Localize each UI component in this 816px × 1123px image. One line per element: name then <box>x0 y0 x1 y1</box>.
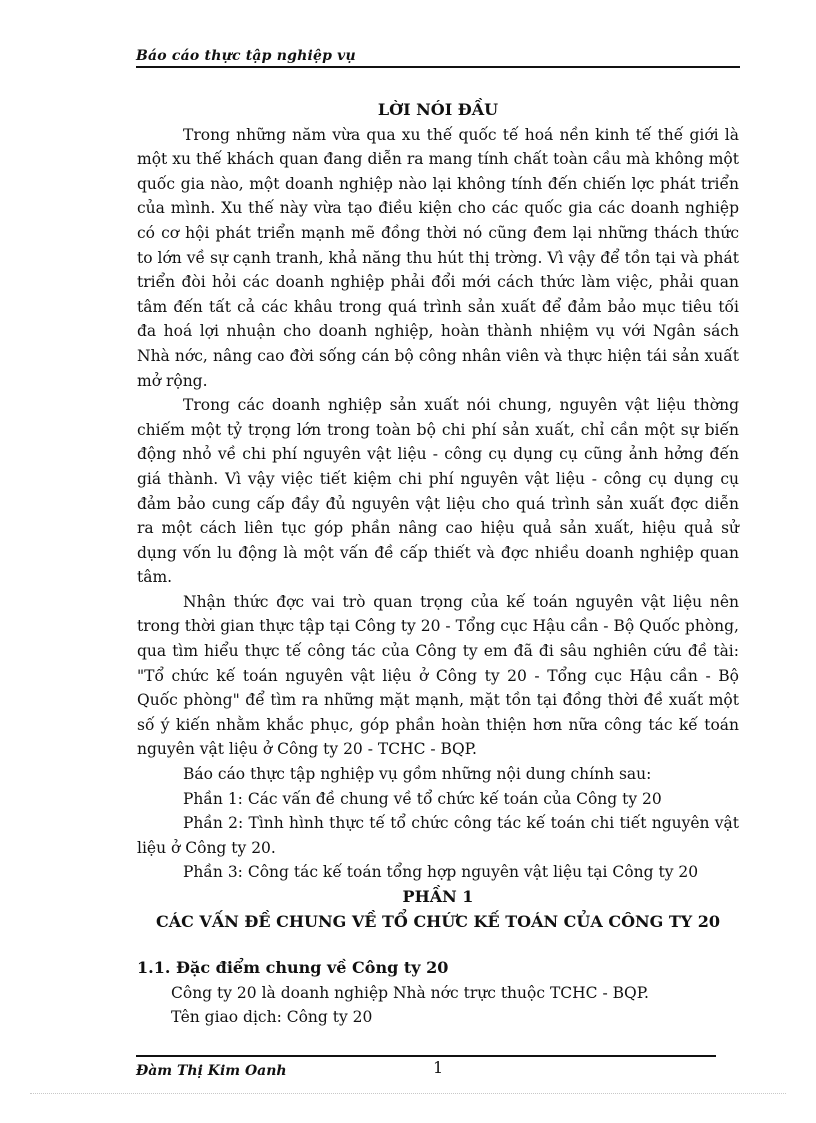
part-list-item-1: Phần 1: Các vấn đề chung về tổ chức kế toán của Công ty 20 <box>183 789 662 808</box>
section-heading: 1.1. Đặc điểm chung về Công ty 20 <box>137 958 449 978</box>
section-line-1: Công ty 20 là doanh nghiệp Nhà nớc trực thuộc TCHC - BQP. <box>171 983 649 1002</box>
paragraph-2: Trong các doanh nghiệp sản xuất nói chung, nguyên vật liệu thờng chiếm một tỷ trọng lớn trong toàn bộ chi phí sản xuất, chỉ cần một sự biến động nhỏ về chi phí nguyên vật liệu - công cụ dụng cụ cũng ảnh hởng đến giá thành. Vì vậy việc tiết kiệm chi phí nguyên vật liệu - công cụ dụng cụ đảm bảo cung cấp đầy đủ nguyên vật liệu cho quá trình sản xuất đợc diễn ra một cách liên tục góp phần nâng cao hiệu quả sản xuất, hiệu quả sử dụng vốn lu động là một vấn đề cấp thiết và đợc nhiều doanh nghiệp quan tâm. <box>137 396 739 587</box>
paragraph-4: Báo cáo thực tập nghiệp vụ gồm những nội dung chính sau: <box>183 765 652 784</box>
part-list-item-2: Phần 2: Tình hình thực tế tổ chức công tác kế toán chi tiết nguyên vật liệu ở Công ty 20. <box>137 814 739 857</box>
part-list-item-3: Phần 3: Công tác kế toán tổng hợp nguyên vật liệu tại Công ty 20 <box>183 863 699 882</box>
page-number: 1 <box>433 1058 444 1077</box>
paragraph-1: Trong những năm vừa qua xu thế quốc tế hoá nền kinh tế thế giới là một xu thế khách quan đang diễn ra mang tính chất toàn cầu mà không một quốc gia nào, một doanh nghiệp nào lại không tính đến chiến lợc phát triển của mình. Xu thế này vừa tạo điều kiện cho các quốc gia các doanh nghiệp có cơ hội phát triển mạnh mẽ đồng thời nó cũng đem lại những thách thức to lớn về sự cạnh tranh, khả năng thu hút thị trờng. Vì vậy để tồn tại và phát triển đòi hỏi các doanh nghiệp phải đổi mới cách thức làm việc, phải quan tâm đến tất cả các khâu trong quá trình sản xuất để đảm bảo mục tiêu tối đa hoá lợi nhuận cho doanh nghiệp, hoàn thành nhiệm vụ với Ngân sách Nhà nớc, nâng cao đời sống cán bộ công nhân viên và thực hiện tái sản xuất mở rộng. <box>137 125 739 390</box>
paragraph-3: Nhận thức đợc vai trò quan trọng của kế toán nguyên vật liệu nên trong thời gian thực tập tại Công ty 20 - Tổng cục Hậu cần - Bộ Quốc phòng, qua tìm hiểu thực tế công tác của Công ty em đã đi sâu nghiên cứu đề tài: "Tổ chức kế toán nguyên vật liệu ở Công ty 20 - Tổng cục Hậu cần - Bộ Quốc phòng" để tìm ra những mặt mạnh, mặt tồn tại đồng thời đề xuất một số ý kiến nhằm khắc phục, góp phần hoàn thiện hơn nữa công tác kế toán nguyên vật liệu ở Công ty 20 - TCHC - BQP. <box>137 592 739 759</box>
part-label: PHẦN 1 <box>402 887 474 906</box>
document-body <box>137 98 739 1030</box>
footer-author: Đàm Thị Kim Oanh <box>136 1063 287 1079</box>
page-bottom-border <box>30 1093 786 1094</box>
running-header: Báo cáo thực tập nghiệp vụ <box>136 48 356 64</box>
document-title: LỜI NÓI ĐẦU <box>377 100 499 119</box>
footer-rule <box>136 1055 716 1057</box>
spacer <box>137 934 739 956</box>
section-line-2: Tên giao dịch: Công ty 20 <box>171 1008 373 1027</box>
header-rule <box>136 66 740 68</box>
part-title: CÁC VẤN ĐỀ CHUNG VỀ TỔ CHỨC KẾ TOÁN CỦA CÔNG TY 20 <box>155 911 721 931</box>
